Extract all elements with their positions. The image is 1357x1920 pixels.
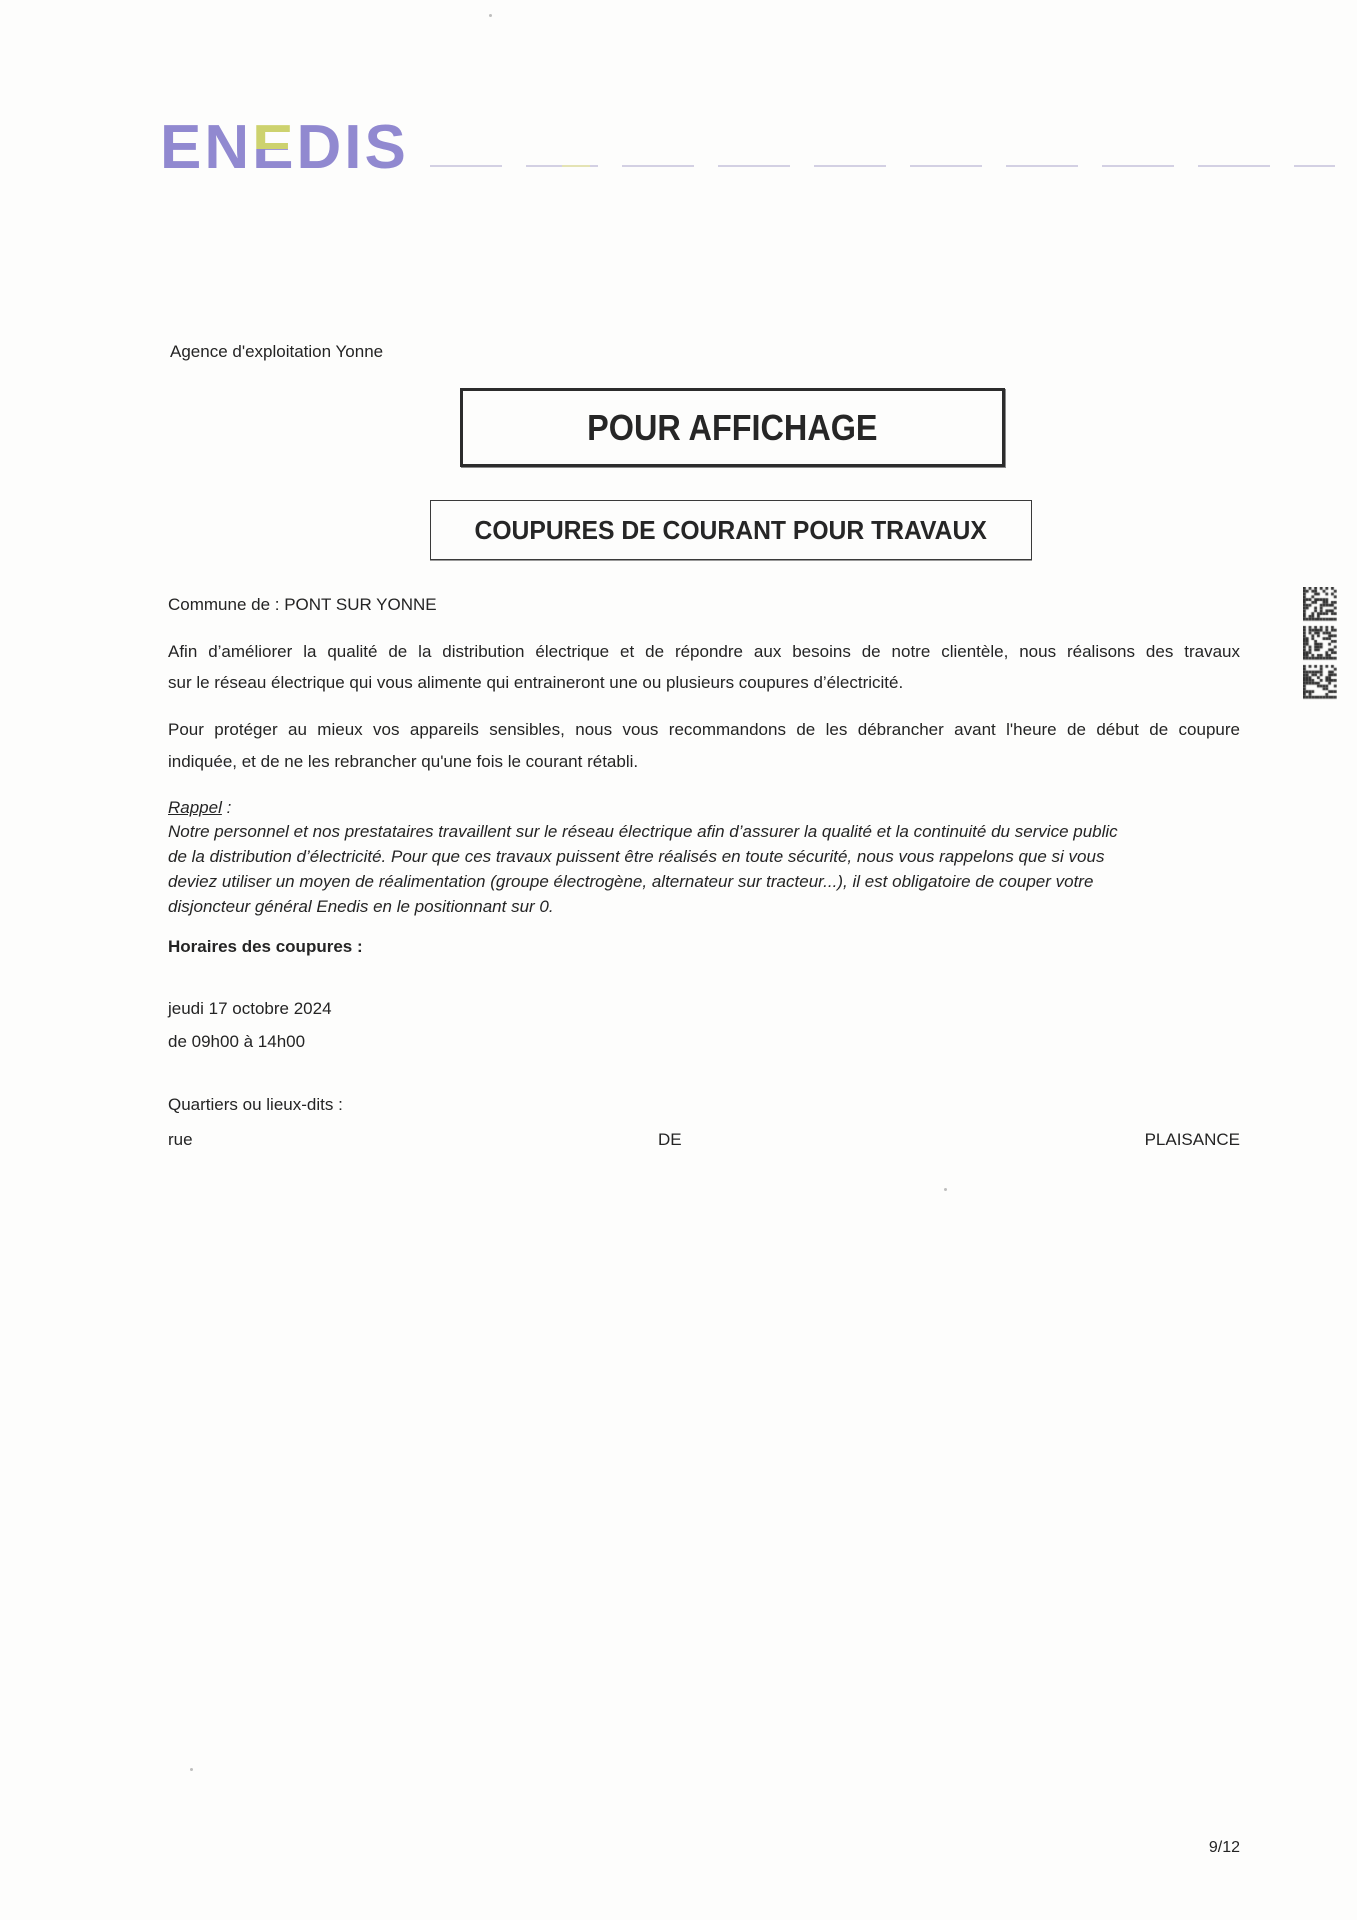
agency-name: Agence d'exploitation Yonne (170, 342, 384, 361)
reminder-label-colon: : (221, 798, 232, 817)
location-particle: DE (658, 1130, 682, 1149)
logo-accent-letter: E (252, 113, 297, 182)
subject-banner (430, 500, 1032, 560)
header-divider (430, 165, 1335, 167)
reminder-label (168, 797, 231, 819)
logo-letter: D (296, 113, 345, 182)
schedule-heading: Horaires des coupures : (168, 937, 363, 956)
paragraph-line: sur le réseau électrique qui vous alimente qui entraineront une ou plusieurs coupures d’électricité. (168, 673, 904, 692)
paragraph-line: Afin d’améliorer la qualité de la distribution électrique et de répondre aux besoins de notre clientèle, nous réalisons des travaux (168, 642, 1240, 661)
banner-title: POUR AFFICHAGE (587, 406, 878, 448)
commune-line: Commune de : PONT SUR YONNE (168, 595, 437, 614)
reminder-line: Notre personnel et nos prestataires travaillent sur le réseau électrique afin d’assurer la qualité et la continuité du service public (168, 822, 1118, 841)
reminder-label-text: Rappel (168, 798, 222, 817)
logo-letter: E (160, 113, 205, 182)
scan-speck (489, 14, 492, 17)
reminder-line: disjoncteur général Enedis en le positionnant sur 0. (168, 897, 554, 916)
location-street-type: rue (168, 1130, 193, 1149)
banner-subtitle: COUPURES DE COURANT POUR TRAVAUX (474, 515, 988, 545)
logo-letter: N (204, 113, 253, 182)
reminder-line: deviez utiliser un moyen de réalimentation (groupe électrogène, alternateur sur tracteur...), il est obligatoire de couper votre (168, 872, 1094, 891)
data-matrix-code (1303, 587, 1337, 700)
display-banner (460, 388, 1005, 467)
outage-date: jeudi 17 octobre 2024 (168, 999, 332, 1018)
reminder-line: de la distribution d’électricité. Pour que ces travaux puissent être réalisés en toute sécurité, nous vous rappelons que si vous (168, 847, 1105, 866)
page-number: 9/12 (1208, 1839, 1240, 1856)
logo-letter: I (344, 113, 365, 182)
location-street-name: PLAISANCE (1144, 1130, 1240, 1149)
scan-speck (944, 1188, 947, 1191)
locations-heading: Quartiers ou lieux-dits : (168, 1095, 343, 1114)
scan-speck (190, 1768, 193, 1771)
paragraph-line: indiquée, et de ne les rebrancher qu'une fois le courant rétabli. (168, 752, 639, 771)
logo-letter: S (364, 113, 409, 182)
paragraph-line: Pour protéger au mieux vos appareils sensibles, nous vous recommandons de les débrancher avant l'heure de début de coupure (168, 720, 1240, 739)
outage-time: de 09h00 à 14h00 (168, 1032, 306, 1051)
enedis-logo (160, 113, 409, 182)
